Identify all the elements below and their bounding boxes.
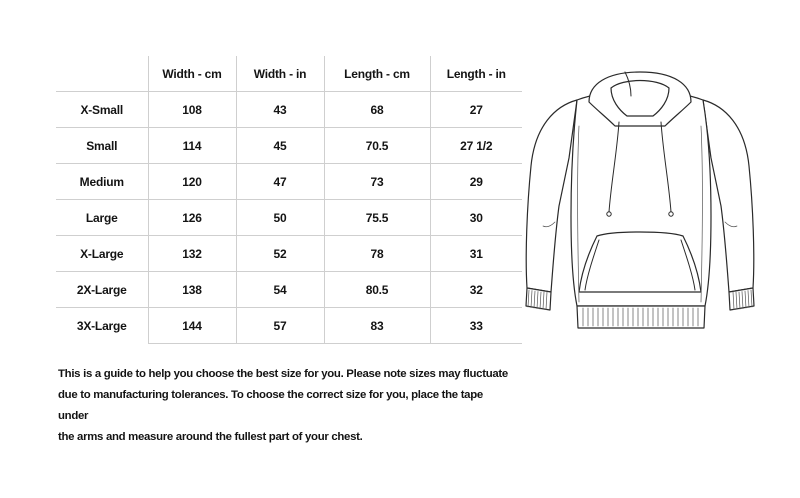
size-label: Large xyxy=(56,200,148,236)
header-width-in: Width - in xyxy=(236,56,324,92)
table-row xyxy=(56,92,522,128)
note-line: the arms and measure around the fullest part of your chest. xyxy=(58,431,363,443)
size-label: Medium xyxy=(56,164,148,200)
length-in-cell: 32 xyxy=(430,272,522,308)
width-in-cell: 54 xyxy=(236,272,324,308)
length-cm-cell: 83 xyxy=(324,308,430,344)
header-width-cm: Width - cm xyxy=(148,56,236,92)
table-row xyxy=(56,164,522,200)
table-row xyxy=(56,308,522,344)
width-in-cell: 50 xyxy=(236,200,324,236)
length-cm-cell: 68 xyxy=(324,92,430,128)
size-chart-body xyxy=(56,92,522,344)
width-cm-cell: 132 xyxy=(148,236,236,272)
width-in-cell: 45 xyxy=(236,128,324,164)
size-label: X-Large xyxy=(56,236,148,272)
size-label: Small xyxy=(56,128,148,164)
table-row xyxy=(56,200,522,236)
size-label: 3X-Large xyxy=(56,308,148,344)
length-cm-cell: 70.5 xyxy=(324,128,430,164)
width-in-cell: 43 xyxy=(236,92,324,128)
header-size xyxy=(56,56,148,92)
length-cm-cell: 80.5 xyxy=(324,272,430,308)
length-in-cell: 31 xyxy=(430,236,522,272)
length-in-cell: 29 xyxy=(430,164,522,200)
size-label: X-Small xyxy=(56,92,148,128)
note-line: This is a guide to help you choose the best size for you. Please note sizes may fluctuate xyxy=(58,368,508,380)
size-guide-note xyxy=(58,364,508,448)
table-row xyxy=(56,236,522,272)
width-in-cell: 52 xyxy=(236,236,324,272)
width-cm-cell: 126 xyxy=(148,200,236,236)
length-in-cell: 27 xyxy=(430,92,522,128)
length-cm-cell: 73 xyxy=(324,164,430,200)
header-row xyxy=(56,56,522,92)
length-cm-cell: 75.5 xyxy=(324,200,430,236)
hoodie-illustration xyxy=(515,66,765,336)
size-chart-table xyxy=(56,56,522,344)
width-cm-cell: 120 xyxy=(148,164,236,200)
length-cm-cell: 78 xyxy=(324,236,430,272)
width-cm-cell: 114 xyxy=(148,128,236,164)
width-cm-cell: 108 xyxy=(148,92,236,128)
length-in-cell: 30 xyxy=(430,200,522,236)
length-in-cell: 27 1/2 xyxy=(430,128,522,164)
width-in-cell: 57 xyxy=(236,308,324,344)
table-row xyxy=(56,272,522,308)
size-chart-header xyxy=(56,56,522,92)
size-label: 2X-Large xyxy=(56,272,148,308)
header-length-in: Length - in xyxy=(430,56,522,92)
width-cm-cell: 138 xyxy=(148,272,236,308)
header-length-cm: Length - cm xyxy=(324,56,430,92)
width-cm-cell: 144 xyxy=(148,308,236,344)
width-in-cell: 47 xyxy=(236,164,324,200)
note-line: due to manufacturing tolerances. To choose the correct size for you, place the tape under xyxy=(58,389,483,422)
table-row xyxy=(56,128,522,164)
length-in-cell: 33 xyxy=(430,308,522,344)
